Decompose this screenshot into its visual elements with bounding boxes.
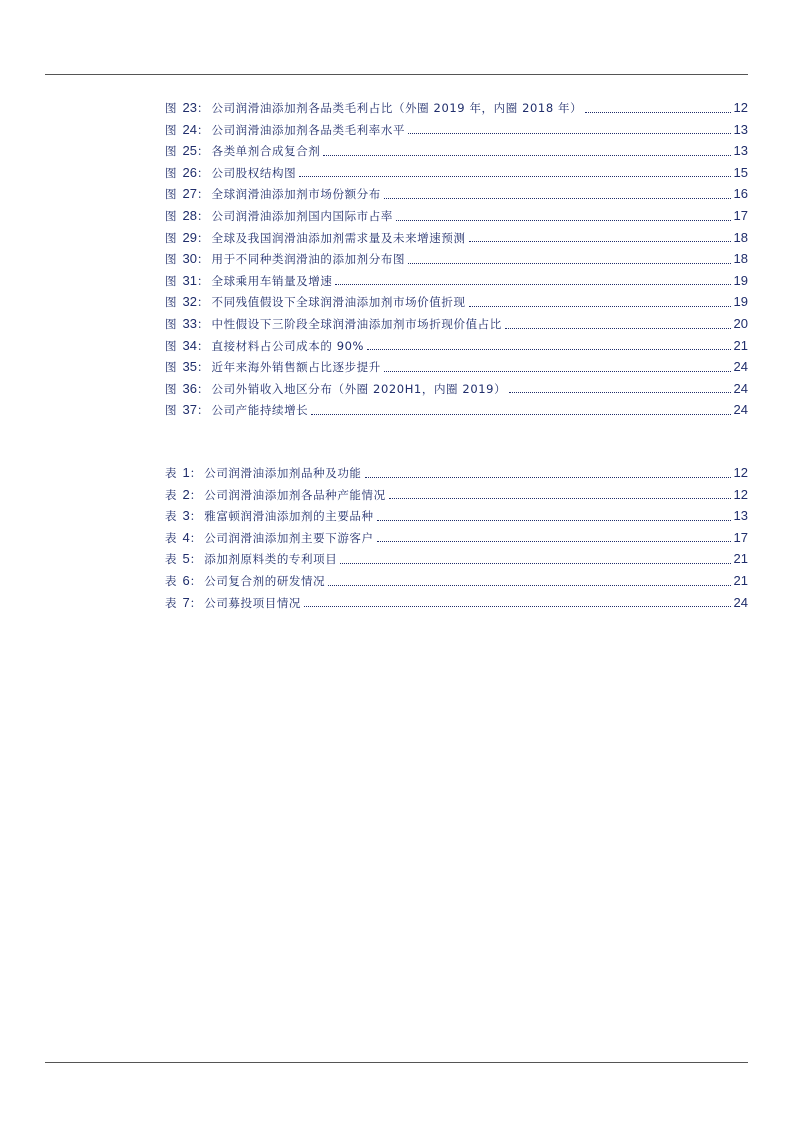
header-rule bbox=[45, 74, 748, 75]
figure-entry[interactable] bbox=[165, 162, 748, 184]
figure-entry[interactable] bbox=[165, 227, 748, 249]
entry-page-number: 13 bbox=[733, 121, 748, 137]
entry-prefix: 图 bbox=[165, 316, 177, 331]
dot-leader bbox=[408, 262, 730, 264]
dot-leader bbox=[384, 197, 731, 199]
entry-title: 公司润滑油添加剂国内国际市占率 bbox=[211, 208, 393, 223]
entry-number: 5 bbox=[182, 551, 190, 567]
entry-colon: ： bbox=[196, 338, 209, 353]
dot-leader bbox=[408, 132, 730, 134]
dot-leader bbox=[384, 370, 731, 372]
entry-page-number: 12 bbox=[733, 100, 748, 115]
entry-title: 公司股权结构图 bbox=[211, 165, 297, 180]
dot-leader bbox=[304, 605, 730, 607]
entry-number: 24 bbox=[182, 121, 197, 137]
entry-title: 雅富顿润滑油添加剂的主要品种 bbox=[204, 509, 374, 524]
dot-leader bbox=[377, 519, 731, 521]
entry-prefix: 表 bbox=[165, 487, 177, 502]
entry-page-number: 21 bbox=[733, 551, 748, 567]
entry-prefix: 表 bbox=[165, 466, 177, 480]
entry-title: 公司润滑油添加剂各品类毛利率水平 bbox=[211, 122, 406, 137]
dot-leader bbox=[340, 562, 730, 564]
entry-number: 23 bbox=[182, 100, 197, 115]
entry-number: 37 bbox=[182, 402, 197, 418]
entry-page-number: 18 bbox=[733, 251, 748, 267]
entry-title: 中性假设下三阶段全球润滑油添加剂市场折现价值占比 bbox=[211, 316, 502, 331]
entry-prefix: 图 bbox=[165, 101, 177, 115]
entry-prefix: 表 bbox=[165, 573, 177, 588]
entry-number: 34 bbox=[182, 337, 197, 353]
figure-entry[interactable] bbox=[165, 356, 748, 378]
dot-leader bbox=[585, 111, 730, 113]
entry-title: 公司募投项目情况 bbox=[204, 595, 302, 610]
entry-page-number: 19 bbox=[733, 294, 748, 310]
entry-page-number: 12 bbox=[733, 465, 748, 480]
figure-entry[interactable] bbox=[165, 335, 748, 357]
entry-prefix: 图 bbox=[165, 252, 177, 267]
entry-page-number: 24 bbox=[733, 380, 748, 396]
table-entry[interactable] bbox=[165, 527, 748, 549]
entry-colon: ： bbox=[196, 101, 209, 115]
table-entry[interactable] bbox=[165, 484, 748, 506]
entry-title: 公司润滑油添加剂各品类毛利占比（外圈 2019 年，内圈 2018 年） bbox=[211, 101, 583, 115]
entry-page-number: 17 bbox=[733, 529, 748, 545]
entry-number: 6 bbox=[182, 572, 190, 588]
entry-colon: ： bbox=[196, 273, 209, 288]
entry-prefix: 图 bbox=[165, 208, 177, 223]
entry-colon: ： bbox=[189, 595, 202, 610]
dot-leader bbox=[311, 413, 730, 415]
entry-title: 公司产能持续增长 bbox=[211, 403, 309, 418]
entry-title: 直接材料占公司成本的 90% bbox=[211, 338, 365, 353]
entry-page-number: 20 bbox=[733, 315, 748, 331]
entry-title: 公司外销收入地区分布（外圈 2020H1，内圈 2019） bbox=[211, 381, 507, 396]
entry-prefix: 图 bbox=[165, 122, 177, 137]
entry-prefix: 表 bbox=[165, 595, 177, 610]
dot-leader bbox=[396, 219, 731, 221]
entry-colon: ： bbox=[189, 530, 202, 545]
entry-title: 全球润滑油添加剂市场份额分布 bbox=[211, 187, 381, 202]
entry-page-number: 16 bbox=[733, 186, 748, 202]
entry-page-number: 13 bbox=[733, 143, 748, 159]
entry-colon: ： bbox=[196, 252, 209, 267]
dot-leader bbox=[328, 584, 730, 586]
entry-number: 25 bbox=[182, 143, 197, 159]
entry-colon: ： bbox=[189, 552, 202, 567]
entry-number: 36 bbox=[182, 380, 197, 396]
entry-title: 添加剂原料类的专利项目 bbox=[204, 552, 338, 567]
entry-colon: ： bbox=[196, 230, 209, 245]
dot-leader bbox=[377, 540, 731, 542]
entry-colon: ： bbox=[196, 360, 209, 375]
table-entry[interactable] bbox=[165, 505, 748, 527]
table-list bbox=[165, 462, 748, 613]
entry-title: 不同残值假设下全球润滑油添加剂市场价值折现 bbox=[211, 295, 466, 310]
dot-leader bbox=[365, 476, 731, 478]
entry-prefix: 图 bbox=[165, 381, 177, 396]
entry-number: 28 bbox=[182, 207, 197, 223]
dot-leader bbox=[323, 154, 730, 156]
entry-title: 公司润滑油添加剂各品种产能情况 bbox=[204, 487, 386, 502]
entry-colon: ： bbox=[196, 208, 209, 223]
entry-page-number: 17 bbox=[733, 207, 748, 223]
entry-number: 26 bbox=[182, 164, 197, 180]
figure-entry[interactable] bbox=[165, 248, 748, 270]
entry-prefix: 图 bbox=[165, 360, 177, 375]
entry-page-number: 13 bbox=[733, 508, 748, 524]
entry-colon: ： bbox=[189, 573, 202, 588]
entry-page-number: 24 bbox=[733, 359, 748, 375]
dot-leader bbox=[335, 283, 730, 285]
entry-colon: ： bbox=[196, 187, 209, 202]
entry-number: 35 bbox=[182, 359, 197, 375]
entry-colon: ： bbox=[196, 316, 209, 331]
dot-leader bbox=[505, 327, 731, 329]
table-entry[interactable] bbox=[165, 592, 748, 614]
entry-prefix: 图 bbox=[165, 165, 177, 180]
entry-colon: ： bbox=[196, 403, 209, 418]
entry-prefix: 图 bbox=[165, 144, 177, 159]
entry-title: 公司润滑油添加剂主要下游客户 bbox=[204, 530, 374, 545]
figure-entry[interactable] bbox=[165, 183, 748, 205]
table-entry[interactable] bbox=[165, 548, 748, 570]
entry-prefix: 表 bbox=[165, 509, 177, 524]
entry-title: 全球乘用车销量及增速 bbox=[211, 273, 333, 288]
entry-prefix: 图 bbox=[165, 230, 177, 245]
entry-prefix: 图 bbox=[165, 273, 177, 288]
figure-entry[interactable] bbox=[165, 205, 748, 227]
figure-entry[interactable] bbox=[165, 378, 748, 400]
entry-number: 1 bbox=[182, 465, 190, 480]
figure-entry[interactable] bbox=[165, 291, 748, 313]
figure-entry[interactable] bbox=[165, 97, 748, 119]
entry-number: 2 bbox=[182, 486, 190, 502]
entry-colon: ： bbox=[196, 295, 209, 310]
entry-page-number: 24 bbox=[733, 594, 748, 610]
entry-number: 4 bbox=[182, 529, 190, 545]
table-entry[interactable] bbox=[165, 570, 748, 592]
figure-list bbox=[165, 97, 748, 421]
figure-entry[interactable] bbox=[165, 119, 748, 141]
figure-entry[interactable] bbox=[165, 313, 748, 335]
entry-page-number: 19 bbox=[733, 272, 748, 288]
entry-colon: ： bbox=[189, 466, 202, 480]
entry-colon: ： bbox=[196, 381, 209, 396]
entry-title: 各类单剂合成复合剂 bbox=[211, 144, 321, 159]
dot-leader bbox=[299, 175, 730, 177]
entry-number: 33 bbox=[182, 315, 197, 331]
entry-number: 32 bbox=[182, 294, 197, 310]
entry-title: 公司润滑油添加剂品种及功能 bbox=[204, 466, 362, 480]
entry-number: 3 bbox=[182, 508, 190, 524]
entry-number: 30 bbox=[182, 251, 197, 267]
figure-entry[interactable] bbox=[165, 270, 748, 292]
dot-leader bbox=[367, 348, 730, 350]
entry-number: 31 bbox=[182, 272, 197, 288]
entry-title: 公司复合剂的研发情况 bbox=[204, 573, 326, 588]
entry-number: 29 bbox=[182, 229, 197, 245]
dot-leader bbox=[389, 497, 731, 499]
entry-page-number: 21 bbox=[733, 337, 748, 353]
entry-page-number: 18 bbox=[733, 229, 748, 245]
table-entry[interactable] bbox=[165, 462, 748, 484]
entry-page-number: 24 bbox=[733, 402, 748, 418]
entry-prefix: 图 bbox=[165, 338, 177, 353]
entry-number: 27 bbox=[182, 186, 197, 202]
entry-prefix: 表 bbox=[165, 552, 177, 567]
entry-page-number: 15 bbox=[733, 164, 748, 180]
dot-leader bbox=[469, 240, 731, 242]
entry-colon: ： bbox=[189, 509, 202, 524]
entry-number: 7 bbox=[182, 594, 190, 610]
entry-colon: ： bbox=[196, 122, 209, 137]
entry-prefix: 图 bbox=[165, 403, 177, 418]
footer-rule bbox=[45, 1062, 748, 1063]
entry-prefix: 图 bbox=[165, 187, 177, 202]
figure-entry[interactable] bbox=[165, 140, 748, 162]
entry-title: 用于不同种类润滑油的添加剂分布图 bbox=[211, 252, 406, 267]
entry-page-number: 21 bbox=[733, 572, 748, 588]
entry-prefix: 图 bbox=[165, 295, 177, 310]
figure-entry[interactable] bbox=[165, 399, 748, 421]
dot-leader bbox=[509, 391, 730, 393]
entry-colon: ： bbox=[196, 144, 209, 159]
entry-prefix: 表 bbox=[165, 530, 177, 545]
entry-colon: ： bbox=[196, 165, 209, 180]
entry-page-number: 12 bbox=[733, 486, 748, 502]
entry-title: 近年来海外销售额占比逐步提升 bbox=[211, 360, 381, 375]
dot-leader bbox=[469, 305, 731, 307]
entry-title: 全球及我国润滑油添加剂需求量及未来增速预测 bbox=[211, 230, 466, 245]
entry-colon: ： bbox=[189, 487, 202, 502]
